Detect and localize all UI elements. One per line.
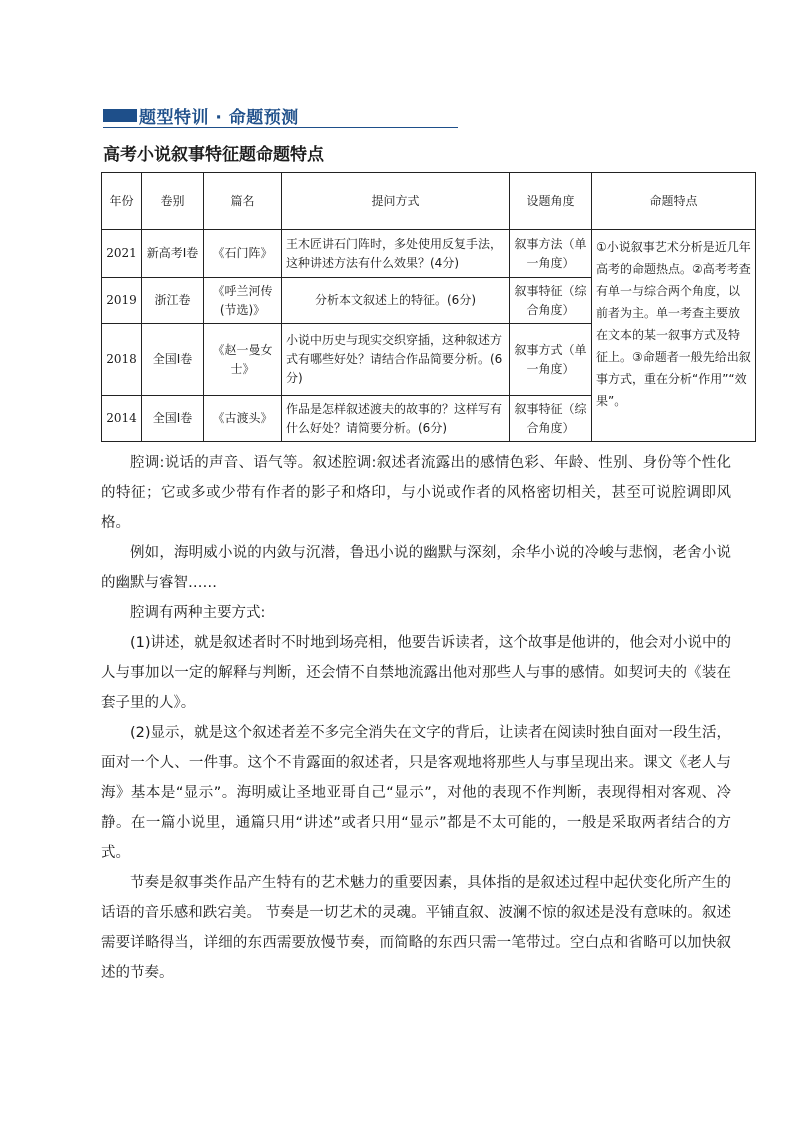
header-cell: 篇名 <box>204 173 282 230</box>
title-cell: 《古渡头》 <box>204 396 282 442</box>
paragraph: (2)显示，就是这个叙述者差不多完全消失在文字的背后，让读者在阅读时独自面对一段生活，面对一个人、一件事。这个不肯露面的叙述者，只是客观地将那些人与事呈现出来。课文《老人与海》基本是“显示”。海明威让圣地亚哥自己“显示”，对他的表现不作判断，表现得相对客观、冷静。在一篇小说里，通篇只用“讲述”或者只用“显示”都是不太可能的，一般是采取两者结合的方式。 <box>101 725 731 861</box>
question-cell: 小说中历史与现实交织穿插，这种叙述方式有哪些好处？请结合作品简要分析。(6分) <box>282 324 510 396</box>
banner-title: 题型特训 · 命题预测 <box>139 108 299 128</box>
paragraph: (1)讲述，就是叙述者时不时地到场亮相，他要告诉读者，这个故事是他讲的，他会对小说中的人与事加以一定的解释与判断，还会情不自禁地流露出他对那些人与事的感情。如契诃夫的《装在套子里的人》。 <box>101 635 731 711</box>
section-banner <box>103 103 458 128</box>
title-cell: 《赵一曼女士》 <box>204 324 282 396</box>
angle-cell: 叙事方式（单一角度） <box>510 324 592 396</box>
features-cell: ①小说叙事艺术分析是近几年高考的命题热点。②高考考查有单一与综合两个角度，以前者为主。单一考查主要放在文本的某一叙事方式及特征上。③命题者一般先给出叙事方式，重在分析“作用”“效果”。 <box>592 230 756 442</box>
question-cell: 分析本文叙述上的特征。(6分) <box>282 278 510 324</box>
angle-cell: 叙事特征（综合角度） <box>510 278 592 324</box>
angle-cell: 叙事特征（综合角度） <box>510 396 592 442</box>
paper-cell: 浙江卷 <box>142 278 204 324</box>
paper-cell: 全国Ⅰ卷 <box>142 324 204 396</box>
question-cell: 王木匠讲石门阵时，多处使用反复手法，这种讲述方法有什么效果？(4分) <box>282 230 510 278</box>
paragraph: 例如，海明威小说的内敛与沉潜，鲁迅小说的幽默与深刻，余华小说的冷峻与悲悯，老舍小说的幽默与睿智…… <box>101 545 731 591</box>
angle-cell: 叙事方法（单一角度） <box>510 230 592 278</box>
header-cell: 卷别 <box>142 173 204 230</box>
title-cell: 《呼兰河传(节选)》 <box>204 278 282 324</box>
header-cell: 命题特点 <box>592 173 756 230</box>
paragraph: 节奏是叙事类作品产生特有的艺术魅力的重要因素，具体指的是叙述过程中起伏变化所产生的话语的音乐感和跌宕美。 节奏是一切艺术的灵魂。平铺直叙、波澜不惊的叙述是没有意味的。叙述需要详略得当，详细的东西需要放慢节奏，而简略的东西只需一笔带过。空白点和省略可以加快叙述的节奏。 <box>101 875 731 981</box>
paper-cell: 全国Ⅰ卷 <box>142 396 204 442</box>
section-title: 高考小说叙事特征题命题特点 <box>103 145 324 165</box>
year-cell: 2018 <box>102 324 142 396</box>
year-cell: 2019 <box>102 278 142 324</box>
paragraph: 腔调有两种主要方式: <box>130 605 266 621</box>
paper-cell: 新高考Ⅰ卷 <box>142 230 204 278</box>
year-cell: 2021 <box>102 230 142 278</box>
question-table <box>101 172 756 442</box>
header-cell: 提问方式 <box>282 173 510 230</box>
header-cell: 设题角度 <box>510 173 592 230</box>
question-cell: 作品是怎样叙述渡夫的故事的？这样写有什么好处？请简要分析。(6分) <box>282 396 510 442</box>
year-cell: 2014 <box>102 396 142 442</box>
table-row <box>102 230 756 278</box>
body-text <box>101 448 731 988</box>
title-cell: 《石门阵》 <box>204 230 282 278</box>
paragraph: 腔调:说话的声音、语气等。叙述腔调:叙述者流露出的感情色彩、年龄、性别、身份等个性化的特征；它或多或少带有作者的影子和烙印，与小说或作者的风格密切相关，甚至可说腔调即风格。 <box>101 455 731 531</box>
banner-bar-icon <box>103 109 137 122</box>
table-header-row <box>102 173 756 230</box>
header-cell: 年份 <box>102 173 142 230</box>
